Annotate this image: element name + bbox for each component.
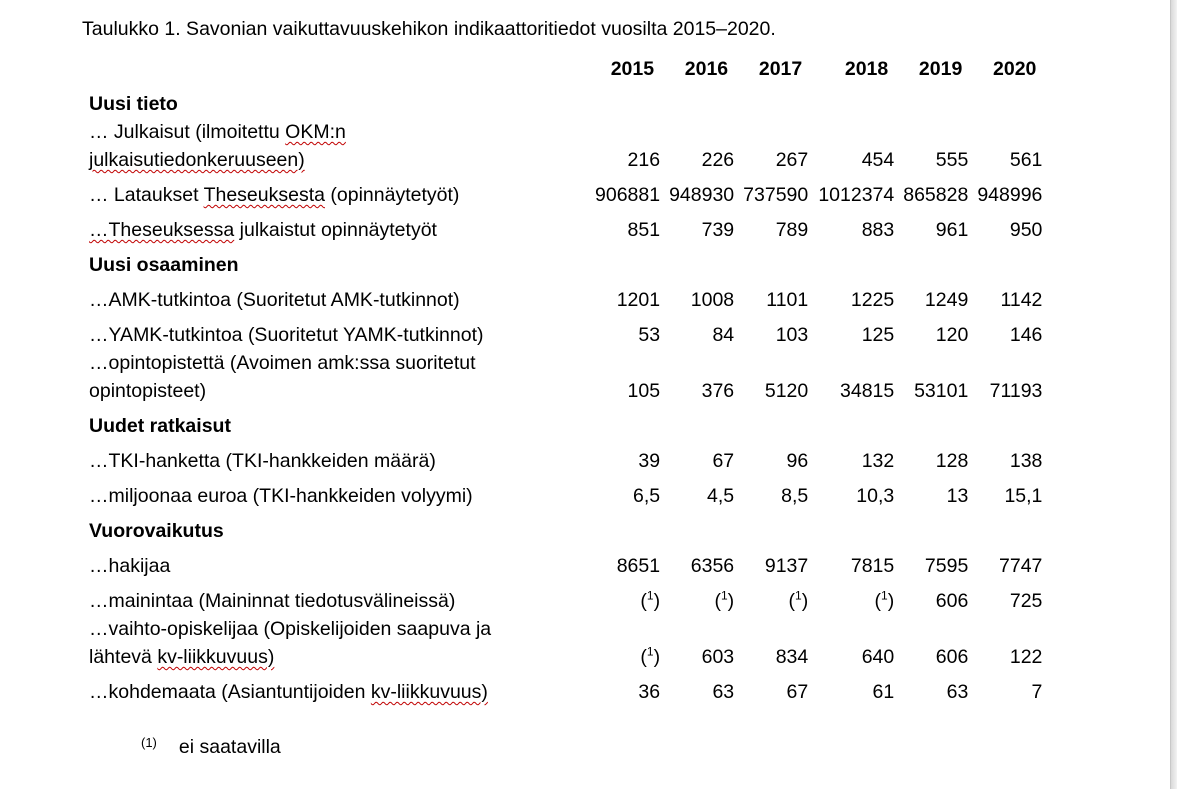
cell-value: 36 bbox=[638, 681, 661, 703]
row-label: …TKI-hanketta (TKI-hankkeiden määrä) bbox=[89, 450, 436, 472]
section-row bbox=[84, 405, 1046, 440]
cell-value: 4,5 bbox=[707, 485, 735, 507]
table-row bbox=[84, 671, 1046, 706]
cell-value: 105 bbox=[627, 380, 661, 402]
cell-value: 5120 bbox=[764, 380, 809, 402]
cell-value: 8651 bbox=[616, 555, 661, 577]
table-row bbox=[84, 440, 1046, 475]
footnote-ref: 1 bbox=[795, 588, 802, 603]
section-row bbox=[84, 83, 1046, 118]
row-label: …kohdemaata (Asiantuntijoiden kv-liikkuvuus) bbox=[89, 681, 488, 703]
year-header: 2018 bbox=[844, 58, 889, 80]
cell-value: ($^1$) bbox=[640, 588, 661, 612]
year-header: 2015 bbox=[610, 58, 655, 80]
row-label-line1: …opintopistettä (Avoimen amk:ssa suoritetut bbox=[89, 352, 476, 374]
cell-value: 71193 bbox=[989, 380, 1043, 402]
cell-value: 725 bbox=[1009, 590, 1043, 612]
cell-value: 1012374 bbox=[818, 184, 895, 206]
cell-value: 128 bbox=[935, 450, 969, 472]
cell-value: 1101 bbox=[766, 289, 809, 311]
row-label: …YAMK-tutkintoa (Suoritetut YAMK-tutkinnot) bbox=[89, 324, 484, 346]
cell-value: ($^1$) bbox=[714, 588, 735, 612]
table-row bbox=[84, 174, 1046, 209]
cell-value: 555 bbox=[935, 149, 969, 171]
footnote bbox=[141, 736, 281, 759]
row-label bbox=[84, 118, 590, 174]
cell-value: 103 bbox=[775, 324, 809, 346]
year-header: 2019 bbox=[918, 58, 963, 80]
cell-value: 122 bbox=[1009, 646, 1043, 668]
table-row bbox=[84, 118, 1046, 174]
cell-value: 8,5 bbox=[781, 485, 809, 507]
section-title: Uusi tieto bbox=[89, 93, 178, 115]
cell-value: 53 bbox=[638, 324, 661, 346]
cell-value: 603 bbox=[701, 646, 735, 668]
cell-value: 13 bbox=[946, 485, 969, 507]
cell-value: 865828 bbox=[903, 184, 969, 206]
cell-value: 216 bbox=[627, 149, 661, 171]
footnote-ref: 1 bbox=[646, 644, 654, 659]
row-label: …AMK-tutkintoa (Suoritetut AMK-tutkinnot) bbox=[89, 289, 460, 311]
cell-value: 1201 bbox=[616, 289, 661, 311]
table-caption: Taulukko 1. Savonian vaikuttavuuskehikon indikaattoritiedot vuosilta 2015–2020. bbox=[82, 18, 776, 40]
row-label-line2: julkaisutiedonkeruuseen) bbox=[89, 149, 305, 171]
section-title: Uudet ratkaisut bbox=[89, 415, 231, 437]
table-row bbox=[84, 279, 1046, 314]
year-header-row bbox=[84, 48, 1046, 83]
section-title: Vuorovaikutus bbox=[89, 520, 224, 542]
cell-value: 739 bbox=[701, 219, 735, 241]
cell-value: 6356 bbox=[690, 555, 735, 577]
cell-value: 1142 bbox=[1000, 289, 1043, 311]
row-label: …mainintaa (Maininnat tiedotusvälineissä) bbox=[89, 590, 456, 612]
section-row bbox=[84, 244, 1046, 279]
cell-value: 96 bbox=[786, 450, 809, 472]
indicator-table bbox=[84, 48, 1046, 706]
row-label: …hakijaa bbox=[89, 555, 171, 577]
table-row bbox=[84, 615, 1046, 671]
cell-value: 454 bbox=[861, 149, 895, 171]
cell-value: 34815 bbox=[840, 380, 895, 402]
table-row bbox=[84, 545, 1046, 580]
section-row bbox=[84, 510, 1046, 545]
cell-value: 950 bbox=[1009, 219, 1043, 241]
cell-value: 834 bbox=[775, 646, 809, 668]
cell-value: 63 bbox=[946, 681, 969, 703]
cell-value: 789 bbox=[775, 219, 809, 241]
cell-value: 1225 bbox=[850, 289, 895, 311]
cell-value: 376 bbox=[701, 380, 735, 402]
cell-value: 67 bbox=[712, 450, 735, 472]
row-label: …Theseuksessa julkaistut opinnäytetyöt bbox=[89, 219, 437, 241]
footnote-ref: 1 bbox=[881, 588, 888, 603]
row-label: …miljoonaa euroa (TKI-hankkeiden volyymi) bbox=[89, 485, 473, 507]
row-label-line2: opintopisteet) bbox=[89, 380, 207, 402]
table-row bbox=[84, 209, 1046, 244]
cell-value: 606 bbox=[935, 590, 969, 612]
cell-value: 132 bbox=[861, 450, 895, 472]
cell-value: 53101 bbox=[914, 380, 969, 402]
row-label-line1: … Julkaisut (ilmoitettu OKM:n bbox=[89, 121, 346, 143]
cell-value: 10,3 bbox=[856, 485, 895, 507]
page-edge bbox=[1170, 0, 1177, 789]
row-label bbox=[84, 615, 590, 671]
cell-value: 146 bbox=[1009, 324, 1043, 346]
cell-value: 6,5 bbox=[632, 485, 661, 507]
cell-value: ($^1$) bbox=[788, 588, 809, 612]
cell-value: 851 bbox=[627, 219, 661, 241]
cell-value: 606 bbox=[935, 646, 969, 668]
cell-value: 15,1 bbox=[1004, 485, 1043, 507]
cell-value: ($^1$) bbox=[874, 588, 895, 612]
cell-value: 138 bbox=[1009, 450, 1043, 472]
cell-value: 39 bbox=[638, 450, 661, 472]
cell-value: 1249 bbox=[924, 289, 969, 311]
cell-value: 7747 bbox=[999, 555, 1043, 577]
footnote-ref: 1 bbox=[720, 588, 728, 603]
table-row bbox=[84, 475, 1046, 510]
cell-value: 906881 bbox=[595, 184, 661, 206]
footnote-ref: 1 bbox=[646, 588, 654, 603]
year-header: 2016 bbox=[684, 58, 729, 80]
header-empty bbox=[84, 48, 590, 83]
cell-value: 67 bbox=[786, 681, 809, 703]
cell-value: 7 bbox=[1031, 681, 1043, 703]
row-label-line1: …vaihto-opiskelijaa (Opiskelijoiden saapuva ja bbox=[89, 618, 492, 640]
row-label: … Lataukset Theseuksesta (opinnäytetyöt) bbox=[89, 184, 460, 206]
cell-value: 84 bbox=[712, 324, 735, 346]
cell-value: 125 bbox=[861, 324, 895, 346]
cell-value: 7595 bbox=[924, 555, 969, 577]
cell-value: 267 bbox=[775, 149, 809, 171]
table-row bbox=[84, 314, 1046, 349]
section-title: Uusi osaaminen bbox=[89, 254, 239, 276]
year-header: 2020 bbox=[993, 58, 1037, 80]
cell-value: 640 bbox=[861, 646, 895, 668]
cell-value: 737590 bbox=[743, 184, 809, 206]
cell-value: 961 bbox=[935, 219, 969, 241]
table-row bbox=[84, 349, 1046, 405]
cell-value: 63 bbox=[712, 681, 735, 703]
cell-value: ($^1$) bbox=[640, 644, 661, 668]
cell-value: 561 bbox=[1009, 149, 1043, 171]
cell-value: 61 bbox=[872, 681, 895, 703]
row-label bbox=[84, 349, 590, 405]
footnote-text: ei saatavilla bbox=[178, 736, 281, 758]
cell-value: 883 bbox=[861, 219, 895, 241]
row-label-line2: lähtevä kv-liikkuvuus) bbox=[89, 646, 275, 668]
footnote-mark: (1) bbox=[141, 735, 157, 750]
table-row bbox=[84, 580, 1046, 615]
cell-value: 1008 bbox=[690, 289, 735, 311]
cell-value: 9137 bbox=[764, 555, 809, 577]
cell-value: 7815 bbox=[850, 555, 895, 577]
year-header: 2017 bbox=[758, 58, 803, 80]
cell-value: 226 bbox=[701, 149, 735, 171]
cell-value: 948996 bbox=[977, 184, 1043, 206]
cell-value: 948930 bbox=[669, 184, 735, 206]
cell-value: 120 bbox=[935, 324, 969, 346]
